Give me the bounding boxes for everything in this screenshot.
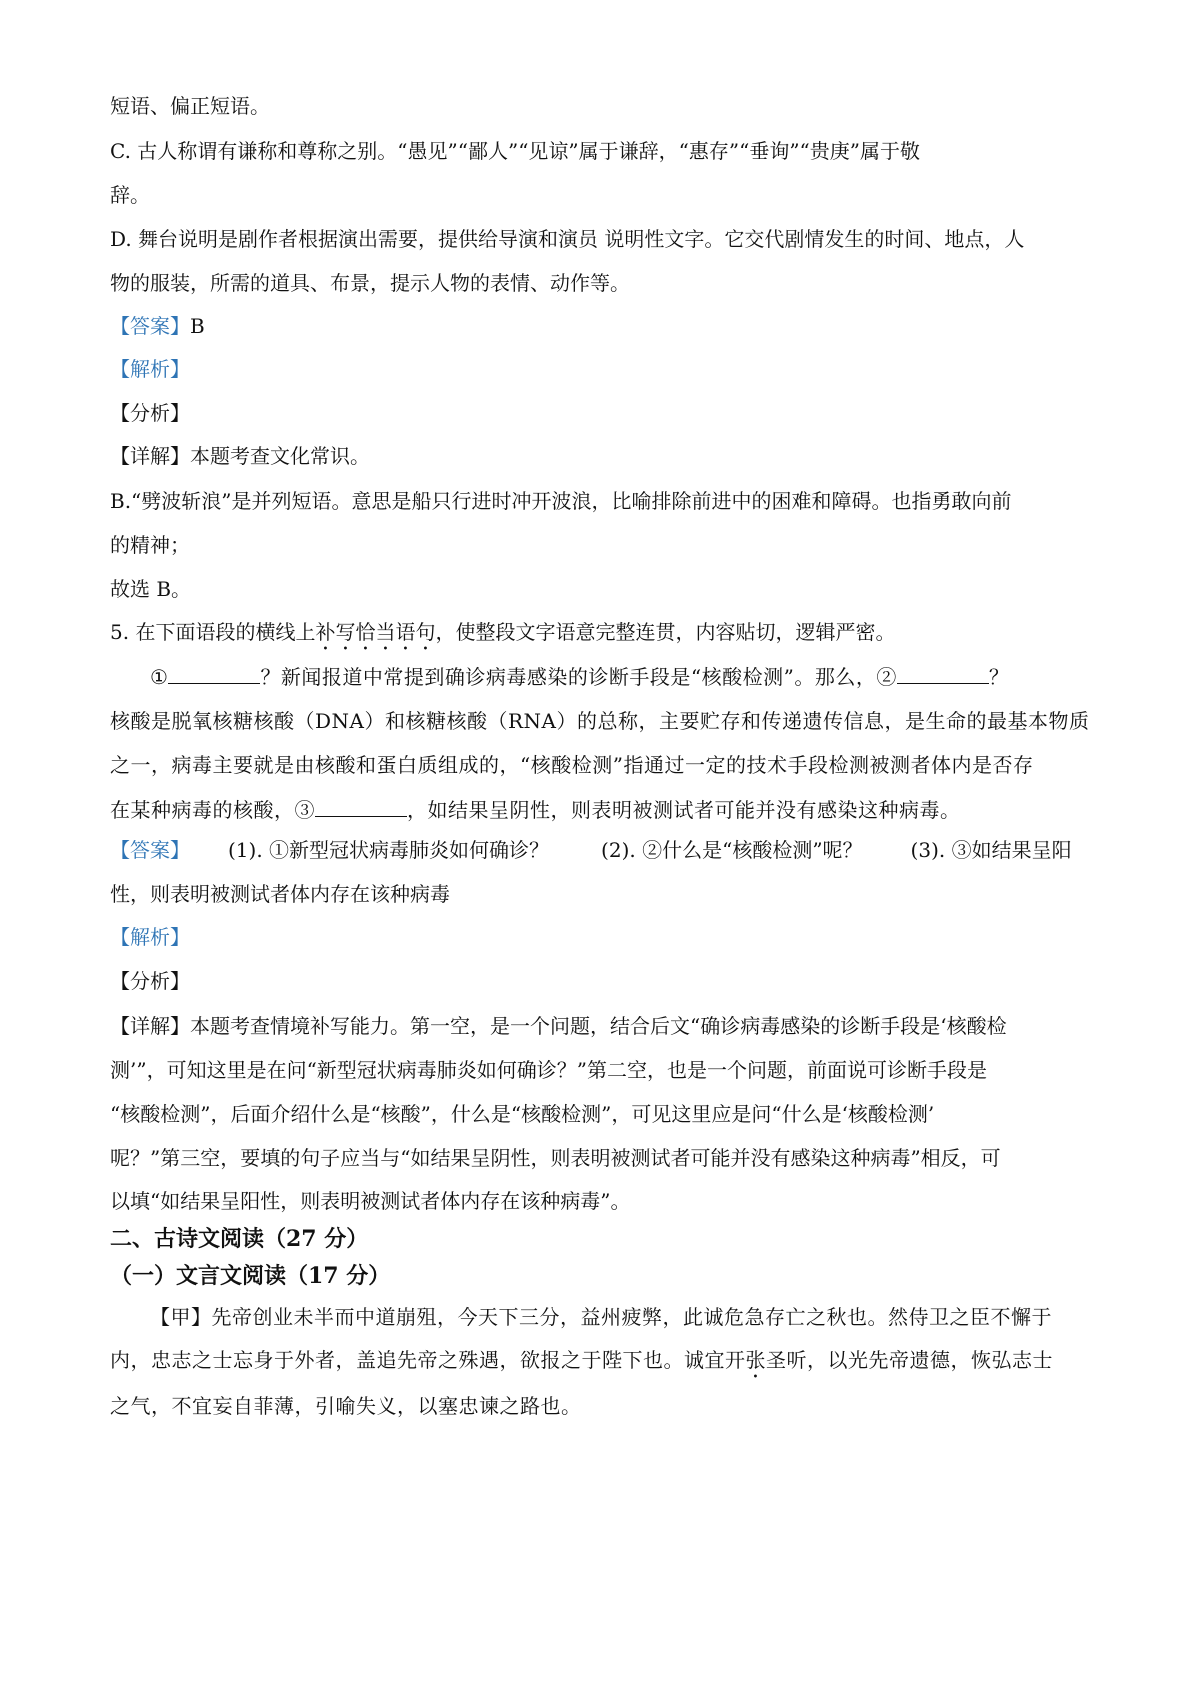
- q5-passage-line1: [150, 662, 1009, 692]
- q5-passage-line2: 核酸是脱氧核糖核酸（DNA）和核糖核酸（RNA）的总称，主要贮存和传递遗传信息，是生命的最基本物质: [110, 709, 1090, 733]
- emphasized-char: 张: [745, 1348, 766, 1372]
- passage-text: ？新闻报道中常提到确诊病毒感染的诊断手段是“核酸检测”。那么，②: [260, 665, 897, 689]
- q5-passage-line4: [110, 795, 961, 825]
- q4-b-line1: B.“劈波斩浪”是并列短语。意思是船只行进时冲开波浪，比喻排除前进中的困难和障碍。也指勇敢向前: [110, 489, 1012, 513]
- classical-text-line1: 【甲】先帝创业未半而中道崩殂，今天下三分，益州疲弊，此诚危急存亡之秋也。然侍卫之臣不懈于: [150, 1305, 1052, 1329]
- q4-choose: 故选 B。: [110, 577, 192, 601]
- q5-stem: [110, 617, 895, 655]
- section-title: 二、古诗文阅读（27 分）: [110, 1226, 369, 1252]
- option-c-line2: 辞。: [110, 183, 150, 207]
- q5-detail-1: 【详解】本题考查情境补写能力。第一空，是一个问题，结合后文“确诊病毒感染的诊断手段是‘核酸检: [110, 1014, 1007, 1038]
- blank-2: [897, 663, 989, 684]
- passage-text: 圣听，以光先帝遗德，恢弘志士: [766, 1348, 1053, 1372]
- classical-text-line2: [110, 1345, 1053, 1383]
- q5-detail-2: 测’”，可知这里是在问“新型冠状病毒肺炎如何确诊？”第二空，也是一个问题，前面说可诊断手段是: [110, 1058, 988, 1082]
- blank-1: [168, 663, 260, 684]
- q4-fenxi-label: 【分析】: [110, 401, 190, 425]
- q4-b-line2: 的精神；: [110, 533, 190, 557]
- q5-stem-emphasis: 补写恰当语句: [315, 620, 436, 644]
- answer-2: (2). ②什么是“核酸检测”呢？: [601, 838, 863, 862]
- classical-text-line3: 之气，不宜妄自菲薄，引喻失义，以塞忠谏之路也。: [110, 1394, 582, 1418]
- passage-text: 内，忠志之士忘身于外者，盖追先帝之殊遇，欲报之于陛下也。诚宜开: [110, 1348, 746, 1372]
- blank-3: [315, 796, 407, 817]
- option-d-line2: 物的服装，所需的道具、布景，提示人物的表情、动作等。: [110, 271, 630, 295]
- q5-detail-5: 以填“如结果呈阳性，则表明被测试者体内存在该种病毒”。: [110, 1189, 631, 1213]
- answer-label: 【答案】: [110, 314, 190, 338]
- passage-text: ？: [988, 665, 1010, 689]
- option-d-line1: D. 舞台说明是剧作者根据演出需要，提供给导演和演员 说明性文字。它交代剧情发生的时间、地点，人: [110, 227, 1025, 251]
- answer-3: (3). ③如结果呈阳: [910, 838, 1072, 862]
- passage-text: 在某种病毒的核酸，③: [110, 798, 315, 822]
- q5-analysis-label: 【解析】: [110, 925, 190, 949]
- subsection-title: （一）文言文阅读（17 分）: [110, 1263, 391, 1289]
- q4-answer: [110, 311, 205, 341]
- q5-fenxi-label: 【分析】: [110, 969, 190, 993]
- q5-answer: [110, 835, 1072, 865]
- q5-stem-suffix: ，使整段文字语意完整连贯，内容贴切，逻辑严密。: [435, 620, 896, 644]
- passage-text: ，如结果呈阴性，则表明被测试者可能并没有感染这种病毒。: [407, 798, 961, 822]
- blank-1-marker: ①: [150, 665, 169, 689]
- answer-value: B: [190, 314, 205, 338]
- q4-detail: 【详解】本题考查文化常识。: [110, 444, 370, 468]
- q5-answer-cont: 性，则表明被测试者体内存在该种病毒: [110, 882, 450, 906]
- q4-analysis-label: 【解析】: [110, 357, 190, 381]
- q5-passage-line3: 之一，病毒主要就是由核酸和蛋白质组成的，“核酸检测”指通过一定的技术手段检测被测者体内是否存: [110, 753, 1034, 777]
- option-c-line1: C. 古人称谓有谦称和尊称之别。“愚见”“鄙人”“见谅”属于谦辞，“惠存”“垂询”“贵庚”属于敬: [110, 139, 920, 163]
- q5-detail-4: 呢？”第三空，要填的句子应当与“如结果呈阴性，则表明被测试者可能并没有感染这种病毒”相反，可: [110, 1146, 1001, 1170]
- q5-detail-3: “核酸检测”，后面介绍什么是“核酸”，什么是“核酸检测”，可见这里应是问“什么是‘核酸检测’: [110, 1102, 935, 1126]
- answer-1: (1). ①新型冠状病毒肺炎如何确诊？: [228, 838, 550, 862]
- answer-label: 【答案】: [110, 838, 190, 862]
- q5-stem-prefix: 5. 在下面语段的横线上: [110, 620, 316, 644]
- option-b-tail: 短语、偏正短语。: [110, 94, 270, 118]
